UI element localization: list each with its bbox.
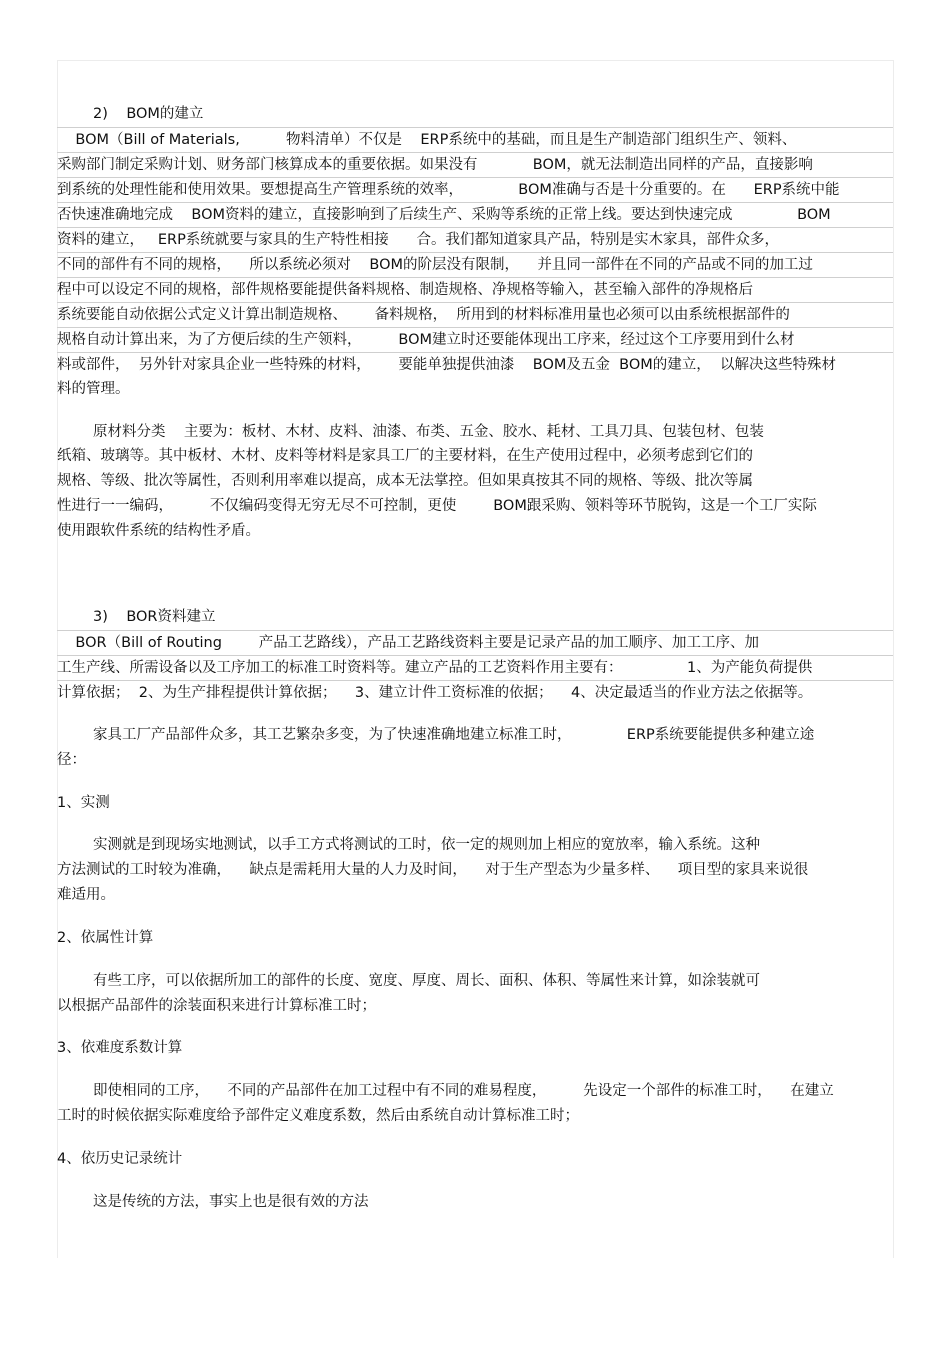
method-4-title: 4、依历史记录统计	[57, 1151, 183, 1167]
text-line: 系统要能自动依据公式定义计算出制造规格、 备料规格， 所用到的材料标准用量也必须可以由系统根据部件的	[57, 302, 893, 327]
text-line: 采购部门制定采购计划、财务部门核算成本的重要依据。如果没有 BOM，就无法制造出同样的产品，直接影响	[57, 152, 893, 177]
text-line: 工时的时候依据实际难度给予部件定义难度系数，然后由系统自动计算标准工时；	[57, 1108, 579, 1124]
text-line: 以根据产品部件的涂装面积来进行计算标准工时；	[57, 998, 376, 1014]
text-line: 到系统的处理性能和使用效果。要想提高生产管理系统的效率， BOM准确与否是十分重要的。在 ERP系统中能	[57, 177, 893, 202]
text-line: 工生产线、所需设备以及工序加工的标准工时资料等。建立产品的工艺资料作用主要有： 1、为产能负荷提供	[57, 655, 893, 680]
text-line: 径：	[57, 752, 86, 768]
text-line: 否快速准确地完成 BOM资料的建立，直接影响到了后续生产、采购等系统的正常上线。要达到快速完成 BOM	[57, 202, 893, 227]
section-3-heading: 3) BOR资料建立	[93, 609, 216, 625]
text-line: 规格、等级、批次等属性，否则利用率难以提高，成本无法掌控。但如果真按其不同的规格、等级、批次等属	[57, 473, 753, 489]
section-2-heading: 2) BOM的建立	[93, 106, 204, 122]
page-frame-top	[57, 60, 893, 61]
text-line: 料或部件， 另外针对家具企业一些特殊的材料， 要能单独提供油漆 BOM及五金 BOM的建立， 以解决这些特殊材	[57, 352, 893, 377]
text-line: 资料的建立， ERP系统就要与家具的生产特性相接 合。我们都知道家具产品，特别是实木家具，部件众多，	[57, 227, 893, 252]
text-line: 有些工序，可以依据所加工的部件的长度、宽度、厚度、周长、面积、体积、等属性来计算，如涂装就可	[93, 973, 760, 989]
text-line: 这是传统的方法，事实上也是很有效的方法	[93, 1194, 369, 1210]
text-line: 即使相同的工序， 不同的产品部件在加工过程中有不同的难易程度， 先设定一个部件的标准工时， 在建立	[93, 1083, 834, 1099]
text-line: 纸箱、玻璃等。其中板材、木材、皮料等材料是家具工厂的主要材料，在生产使用过程中，必须考虑到它们的	[57, 448, 753, 464]
text-line: 实测就是到现场实地测试，以手工方式将测试的工时，依一定的规则加上相应的宽放率，输入系统。这种	[93, 837, 760, 853]
text-line: 原材料分类 主要为：板材、木材、皮料、油漆、布类、五金、胶水、耗材、工具刀具、包装包材、包装	[93, 424, 764, 440]
text-line: 使用跟软件系统的结构性矛盾。	[57, 523, 260, 539]
text-line: BOM（Bill of Materials, 物料清单）不仅是 ERP系统中的基础，而且是生产制造部门组织生产、领料、	[57, 127, 893, 152]
text-line: 计算依据； 2、为生产排程提供计算依据； 3、建立计件工资标准的依据； 4、决定最适当的作业方法之依据等。	[57, 680, 893, 705]
text-line: 规格自动计算出来，为了方便后续的生产领料， BOM建立时还要能体现出工序来，经过这个工序要用到什么材	[57, 327, 893, 352]
text-line: BOR（Bill of Routing 产品工艺路线），产品工艺路线资料主要是记录产品的加工顺序、加工工序、加	[57, 630, 893, 655]
method-3-title: 3、依难度系数计算	[57, 1040, 183, 1056]
text-line: 性进行一一编码， 不仅编码变得无穷无尽不可控制，更使 BOM跟采购、领料等环节脱钩，这是一个工厂实际	[57, 498, 817, 514]
text-line: 料的管理。	[57, 381, 130, 397]
page-frame-right	[893, 60, 894, 1258]
text-line: 程中可以设定不同的规格，部件规格要能提供备料规格、制造规格、净规格等输入，甚至输入部件的净规格后	[57, 277, 893, 302]
method-2-title: 2、依属性计算	[57, 930, 154, 946]
method-1-title: 1、实测	[57, 795, 110, 811]
text-line: 家具工厂产品部件众多，其工艺繁杂多变，为了快速准确地建立标准工时， ERP系统要能提供多种建立途	[93, 727, 815, 743]
text-line: 不同的部件有不同的规格， 所以系统必须对 BOM的阶层没有限制， 并且同一部件在不同的产品或不同的加工过	[57, 252, 893, 277]
text-line: 方法测试的工时较为准确， 缺点是需耗用大量的人力及时间， 对于生产型态为少量多样、 项目型的家具来说很	[57, 862, 809, 878]
text-line: 难适用。	[57, 887, 115, 903]
